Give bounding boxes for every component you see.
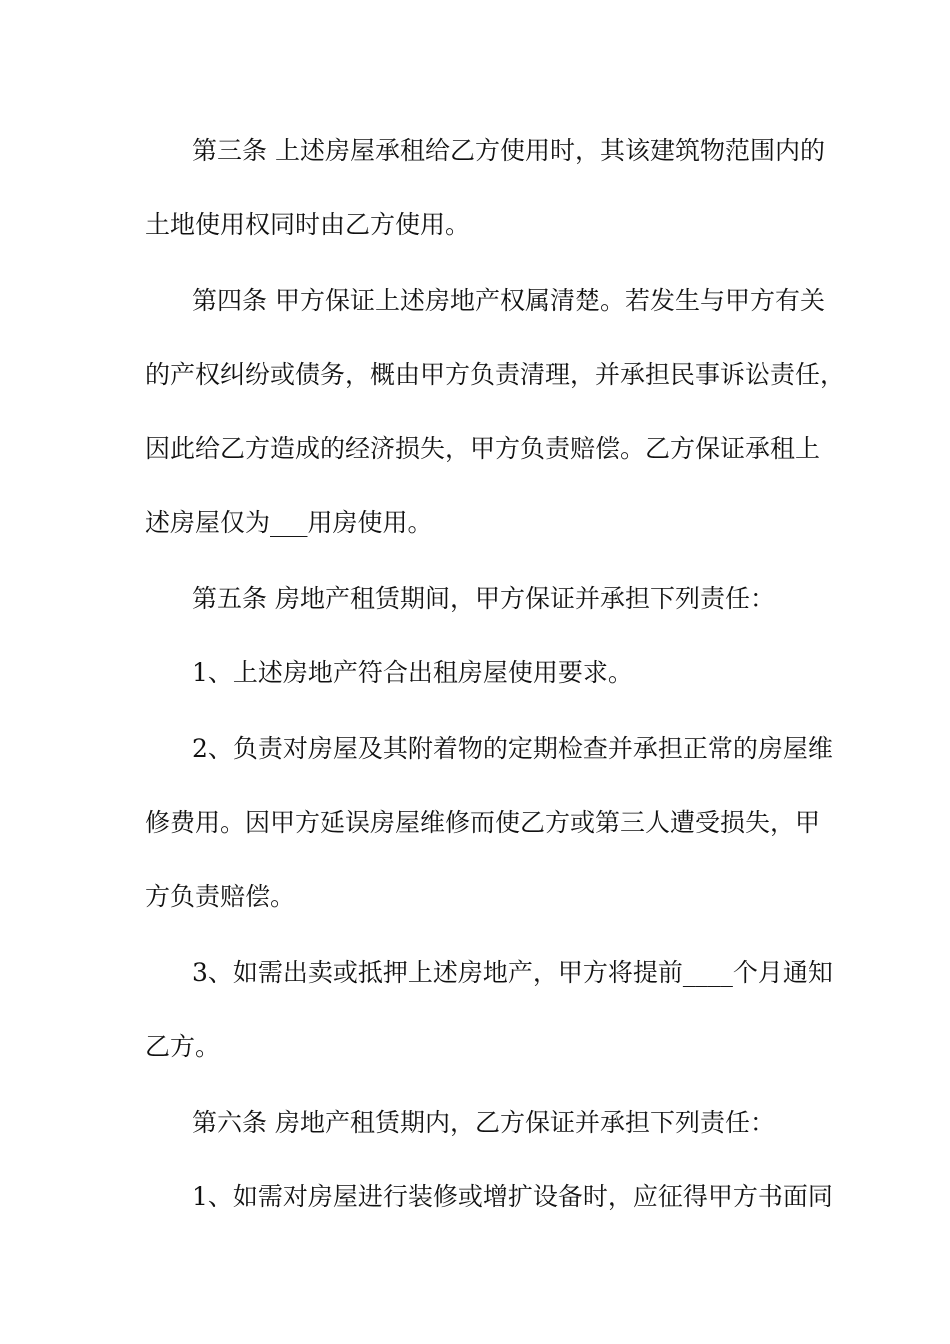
article-4-line-1: 第四条 甲方保证上述房地产权属清楚。若发生与甲方有关 (192, 286, 825, 315)
article-5-item-3-line-2: 乙方。 (145, 1032, 221, 1061)
article-5-item-2-line-3: 方负责赔偿。 (145, 882, 296, 911)
article-5-item-3-line-1: 3、如需出卖或抵押上述房地产，甲方将提前____个月通知 (192, 958, 833, 987)
article-5-heading: 第五条 房地产租赁期间，甲方保证并承担下列责任： (192, 584, 775, 613)
article-5-item-2-line-1: 2、负责对房屋及其附着物的定期检查并承担正常的房屋维 (192, 734, 833, 763)
article-3-line-1: 第三条 上述房屋承租给乙方使用时，其该建筑物范围内的 (192, 136, 825, 165)
article-6-item-1-line-1: 1、如需对房屋进行装修或增扩设备时，应征得甲方书面同 (192, 1182, 833, 1211)
article-4-line-2: 的产权纠纷或债务，概由甲方负责清理，并承担民事诉讼责任， (145, 360, 846, 389)
article-5-item-2-line-2: 修费用。因甲方延误房屋维修而使乙方或第三人遭受损失，甲 (145, 808, 821, 837)
article-3-line-2: 土地使用权同时由乙方使用。 (145, 210, 471, 239)
article-6-heading: 第六条 房地产租赁期内，乙方保证并承担下列责任： (192, 1108, 775, 1137)
article-5-item-1: 1、上述房地产符合出租房屋使用要求。 (192, 658, 633, 687)
article-4-line-4: 述房屋仅为___用房使用。 (145, 508, 433, 537)
article-4-line-3: 因此给乙方造成的经济损失，甲方负责赔偿。乙方保证承租上 (145, 434, 821, 463)
